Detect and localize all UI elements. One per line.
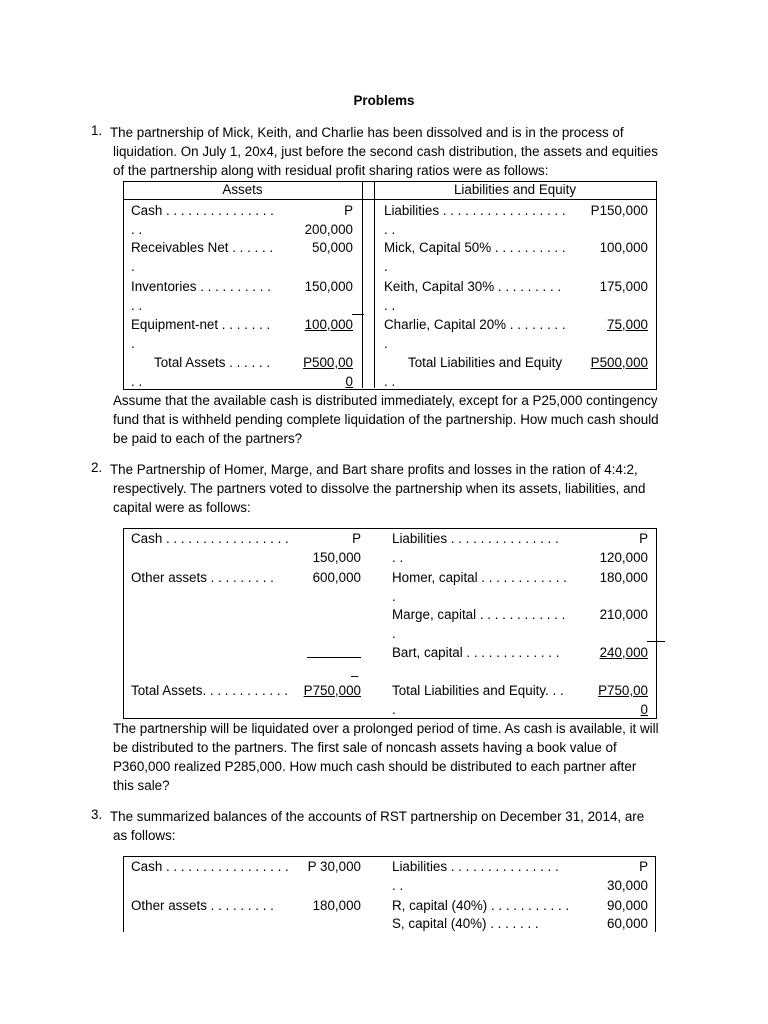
problem-2-number: 2. — [91, 460, 103, 475]
other-assets-label: Other assets . . . . . . . . . — [131, 570, 274, 585]
other-assets-label: Other assets . . . . . . . . . — [131, 898, 274, 913]
row-cont: . . — [384, 222, 396, 237]
subtotal-rule — [307, 657, 361, 658]
row-label: Mick, Capital 50% . . . . . . . . . . — [384, 240, 566, 255]
marge-capital-label: Marge, capital . . . . . . . . . . . . — [392, 607, 566, 622]
total-liab-label: Total Liabilities and Equity — [408, 355, 563, 370]
homer-capital-value: 180,000 — [599, 570, 648, 585]
table-divider — [362, 181, 363, 388]
row-value: 100,000 — [599, 240, 648, 255]
row-label: Receivables Net . . . . . . — [131, 240, 274, 255]
row-cont: . — [384, 259, 388, 274]
row-value: P — [344, 203, 353, 218]
row-cont: . . — [131, 374, 143, 389]
page-title: Problems — [353, 93, 415, 108]
liabilities-p: P — [639, 531, 648, 546]
total-liab-value: P500,000 — [590, 355, 648, 370]
problem-3-line2: as follows: — [113, 828, 176, 843]
liabilities-label: Liabilities . . . . . . . . . . . . . . . — [392, 531, 559, 546]
row-cont: . . — [384, 298, 396, 313]
header-assets: Assets — [222, 182, 263, 197]
total-liab-value-cont: 0 — [640, 702, 648, 717]
problem-3-line1: The summarized balances of the accounts of RST partnership on December 31, 2014, are — [110, 809, 645, 824]
cash-value: 150,000 — [312, 550, 361, 565]
problem-2-line3: capital were as follows: — [113, 500, 251, 515]
row-label: Keith, Capital 30% . . . . . . . . . — [384, 279, 562, 294]
total-assets-label: Total Assets . . . . . . — [154, 355, 271, 370]
problem-2-after1: The partnership will be liquidated over a prolonged period of time. As cash is available, it will — [113, 721, 659, 736]
other-assets-value: 180,000 — [312, 898, 361, 913]
problem-1-line3: of the partnership along with residual profit sharing ratios were as follows: — [113, 163, 549, 178]
s-capital-label: S, capital (40%) . . . . . . . — [392, 916, 539, 931]
bart-capital-value: 240,000 — [599, 645, 648, 660]
problem-1-after1: Assume that the available cash is distributed immediately, except for a P25,000 contingency — [113, 393, 658, 408]
liabilities-p: P — [639, 859, 648, 874]
cash-p: P — [352, 531, 361, 546]
tick-mark — [352, 314, 364, 315]
row-cont: . — [131, 336, 135, 351]
problem-2-after2: be distributed to the partners. The first sale of noncash assets having a book value of — [113, 740, 617, 755]
row-cont: . . — [384, 374, 396, 389]
row-label: Charlie, Capital 20% . . . . . . . . — [384, 317, 566, 332]
total-liab-label: Total Liabilities and Equity. . . — [392, 683, 564, 698]
row-cont: . — [392, 626, 396, 641]
row-label: Inventories . . . . . . . . . . — [131, 279, 271, 294]
problem-2-after3: P360,000 realized P285,000. How much cash should be distributed to each partner after — [113, 759, 637, 774]
row-cont: . . — [392, 878, 404, 893]
total-liab-value: P750,00 — [598, 683, 648, 698]
total-assets-value: P750,000 — [303, 683, 361, 698]
r-capital-label: R, capital (40%) . . . . . . . . . . . — [392, 898, 570, 913]
row-value: 75,000 — [607, 317, 648, 332]
cash-label: Cash . . . . . . . . . . . . . . . . . — [131, 859, 289, 874]
row-label: Equipment-net . . . . . . . — [131, 317, 271, 332]
row-cont: . . — [131, 298, 143, 313]
tick-mark — [647, 641, 665, 642]
total-assets-label: Total Assets. . . . . . . . . . . . — [131, 683, 289, 698]
table-divider — [374, 181, 375, 388]
row-cont: . . — [131, 222, 143, 237]
row-label: Liabilities . . . . . . . . . . . . . . . . . — [384, 203, 566, 218]
total-assets-value: P500,00 — [303, 355, 353, 370]
liabilities-label: Liabilities . . . . . . . . . . . . . . . — [392, 859, 559, 874]
table-header-divider — [123, 199, 657, 200]
s-capital-value: 60,000 — [607, 916, 648, 931]
liabilities-value: 120,000 — [599, 550, 648, 565]
problem-3-table-left — [123, 856, 124, 932]
problem-1-number: 1. — [91, 123, 103, 138]
bart-capital-label: Bart, capital . . . . . . . . . . . . . — [392, 645, 560, 660]
cash-value: P 30,000 — [307, 859, 361, 874]
problem-1-line1: The partnership of Mick, Keith, and Charlie has been dissolved and is in the process of — [110, 125, 624, 140]
problem-2-after4: this sale? — [113, 778, 170, 793]
row-cont: . — [392, 702, 396, 717]
liabilities-value: 30,000 — [607, 878, 648, 893]
row-label: Cash . . . . . . . . . . . . . . . — [131, 203, 274, 218]
row-value: 175,000 — [599, 279, 648, 294]
problem-2-line2: respectively. The partners voted to dissolve the partnership when its assets, liabilities, and — [113, 481, 646, 496]
row-cont: . . — [392, 550, 404, 565]
problem-1-after3: be paid to each of the partners? — [113, 431, 303, 446]
problem-3-table-right — [655, 856, 656, 932]
header-liabilities: Liabilities and Equity — [453, 182, 577, 197]
row-value: P150,000 — [590, 203, 648, 218]
other-assets-value: 600,000 — [312, 570, 361, 585]
problem-1-after2: fund that is withheld pending complete liquidation of the partnership. How much cash should — [113, 412, 659, 427]
row-value: 100,000 — [304, 317, 353, 332]
row-value: 50,000 — [312, 240, 353, 255]
homer-capital-label: Homer, capital . . . . . . . . . . . . — [392, 570, 567, 585]
row-cont: . — [131, 259, 135, 274]
problem-1-line2: liquidation. On July 1, 20x4, just before the second cash distribution, the assets and equities — [113, 144, 658, 159]
problem-2-line1: The Partnership of Homer, Marge, and Bart share profits and losses in the ration of 4:4:2, — [110, 462, 638, 477]
row-value: 150,000 — [304, 279, 353, 294]
total-assets-value-cont: 0 — [345, 374, 353, 389]
row-cont: . — [392, 589, 396, 604]
problem-3-number: 3. — [91, 807, 103, 822]
marge-capital-value: 210,000 — [599, 607, 648, 622]
r-capital-value: 90,000 — [607, 898, 648, 913]
cash-label: Cash . . . . . . . . . . . . . . . . . — [131, 531, 289, 546]
row-cont: . — [384, 336, 388, 351]
row-value: 200,000 — [304, 222, 353, 237]
dash: – — [351, 668, 359, 683]
